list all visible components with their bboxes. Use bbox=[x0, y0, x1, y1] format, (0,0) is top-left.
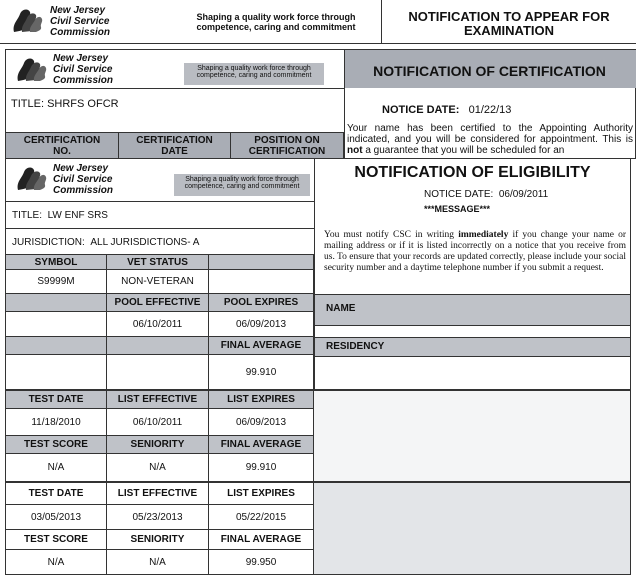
exam-results-panel-2010 bbox=[5, 390, 631, 482]
agency-name: New Jersey Civil Service Commission bbox=[53, 53, 114, 86]
eligibility-header-rule bbox=[6, 201, 314, 202]
blank-value bbox=[6, 312, 107, 337]
blank-value bbox=[209, 270, 314, 294]
eligibility-title: NOTIFICATION OF ELIGIBILITY bbox=[354, 164, 591, 181]
blank-value bbox=[6, 355, 107, 389]
list-expires-header: LIST EXPIRES bbox=[209, 483, 314, 505]
vet-status-header: VET STATUS bbox=[107, 254, 209, 270]
certification-body-text: Your name has been certified to the Appointing Authority indicated, and you will be considered for appointment. This is not a guarantee that you will be scheduled for an bbox=[347, 123, 633, 156]
certification-no-header: CERTIFICATION NO. bbox=[6, 132, 119, 159]
position-on-certification-header: POSITION ON CERTIFICATION bbox=[231, 132, 344, 159]
certification-notice-date: NOTICE DATE: 01/22/13 bbox=[382, 104, 512, 116]
agency-slogan: Shaping a quality work force through competence, caring and commitment bbox=[184, 63, 324, 85]
final-average-header: FINAL AVERAGE bbox=[209, 337, 314, 355]
eligibility-title-rule bbox=[6, 228, 314, 229]
results-side-panel bbox=[314, 391, 630, 481]
certification-header-rule bbox=[6, 88, 344, 89]
certification-panel bbox=[5, 49, 636, 159]
test-date-value: 03/05/2013 bbox=[6, 505, 107, 530]
seniority-value: N/A bbox=[107, 454, 209, 481]
pool-expires-header: POOL EXPIRES bbox=[209, 294, 314, 312]
seniority-header: SENIORITY bbox=[107, 436, 209, 454]
test-date-header: TEST DATE bbox=[6, 391, 107, 409]
exam-notice-panel bbox=[0, 0, 636, 44]
pool-expires-value: 06/09/2013 bbox=[209, 312, 314, 337]
nj-state-logo-icon bbox=[12, 55, 48, 83]
list-effective-value: 05/23/2013 bbox=[107, 505, 209, 530]
eligibility-panel bbox=[5, 158, 631, 390]
exam-results-panel-2013 bbox=[5, 482, 631, 575]
final-average-value: 99.950 bbox=[209, 550, 314, 574]
list-expires-value: 05/22/2015 bbox=[209, 505, 314, 530]
agency-slogan: Shaping a quality work force through competence, caring and commitment bbox=[174, 174, 310, 196]
name-bar bbox=[315, 294, 630, 326]
list-expires-header: LIST EXPIRES bbox=[209, 391, 314, 409]
nj-state-logo-icon bbox=[8, 6, 44, 34]
agency-slogan: Shaping a quality work force through competence, caring and commitment bbox=[196, 12, 356, 32]
list-effective-header: LIST EFFECTIVE bbox=[107, 483, 209, 505]
eligibility-title-field: TITLE: LW ENF SRS bbox=[12, 210, 108, 221]
blank-header bbox=[209, 254, 314, 270]
vet-status-value: NON-VETERAN bbox=[107, 270, 209, 294]
nj-state-logo-icon bbox=[12, 164, 48, 192]
test-date-value: 11/18/2010 bbox=[6, 409, 107, 436]
certification-title-field: TITLE: SHRFS OFCR bbox=[11, 98, 119, 110]
eligibility-jurisdiction-field: JURISDICTION: ALL JURISDICTIONS- A bbox=[12, 237, 200, 248]
eligibility-body-text: You must notify CSC in writing immediately if you change your name or mailing address or if it is listed incorrectly on a notice that you receive from us. To ensure that your records are updated correctly, please include your social security number and a daytime telephone number if you submit a request. bbox=[324, 230, 626, 273]
eligibility-message-heading: ***MESSAGE*** bbox=[424, 204, 491, 214]
final-average-value: 99.910 bbox=[209, 355, 314, 389]
blank-header bbox=[6, 337, 107, 355]
certification-left-divider bbox=[344, 88, 345, 158]
test-score-header: TEST SCORE bbox=[6, 436, 107, 454]
blank-value bbox=[107, 355, 209, 389]
test-score-value: N/A bbox=[6, 454, 107, 481]
blank-header bbox=[107, 337, 209, 355]
list-effective-value: 06/10/2011 bbox=[107, 409, 209, 436]
test-score-value: N/A bbox=[6, 550, 107, 574]
residency-label: RESIDENCY bbox=[326, 341, 385, 352]
test-date-header: TEST DATE bbox=[6, 483, 107, 505]
seniority-value: N/A bbox=[107, 550, 209, 574]
test-score-header: TEST SCORE bbox=[6, 530, 107, 550]
list-effective-header: LIST EFFECTIVE bbox=[107, 391, 209, 409]
final-average-header: FINAL AVERAGE bbox=[209, 436, 314, 454]
blank-header bbox=[6, 294, 107, 312]
final-average-value: 99.910 bbox=[209, 454, 314, 481]
agency-name: New Jersey Civil Service Commission bbox=[50, 5, 111, 38]
final-average-header: FINAL AVERAGE bbox=[209, 530, 314, 550]
seniority-header: SENIORITY bbox=[107, 530, 209, 550]
results-side-panel bbox=[314, 483, 630, 574]
pool-effective-header: POOL EFFECTIVE bbox=[107, 294, 209, 312]
exam-notice-title: NOTIFICATION TO APPEAR FOR EXAMINATION bbox=[408, 9, 610, 38]
agency-name: New Jersey Civil Service Commission bbox=[53, 163, 114, 196]
eligibility-notice-date: NOTICE DATE: 06/09/2011 bbox=[424, 189, 549, 200]
certification-date-header: CERTIFICATION DATE bbox=[119, 132, 231, 159]
name-label: NAME bbox=[326, 303, 356, 314]
symbol-value: S9999M bbox=[6, 270, 107, 294]
symbol-header: SYMBOL bbox=[6, 254, 107, 270]
pool-effective-value: 06/10/2011 bbox=[107, 312, 209, 337]
list-expires-value: 06/09/2013 bbox=[209, 409, 314, 436]
certification-title: NOTIFICATION OF CERTIFICATION bbox=[373, 63, 606, 79]
